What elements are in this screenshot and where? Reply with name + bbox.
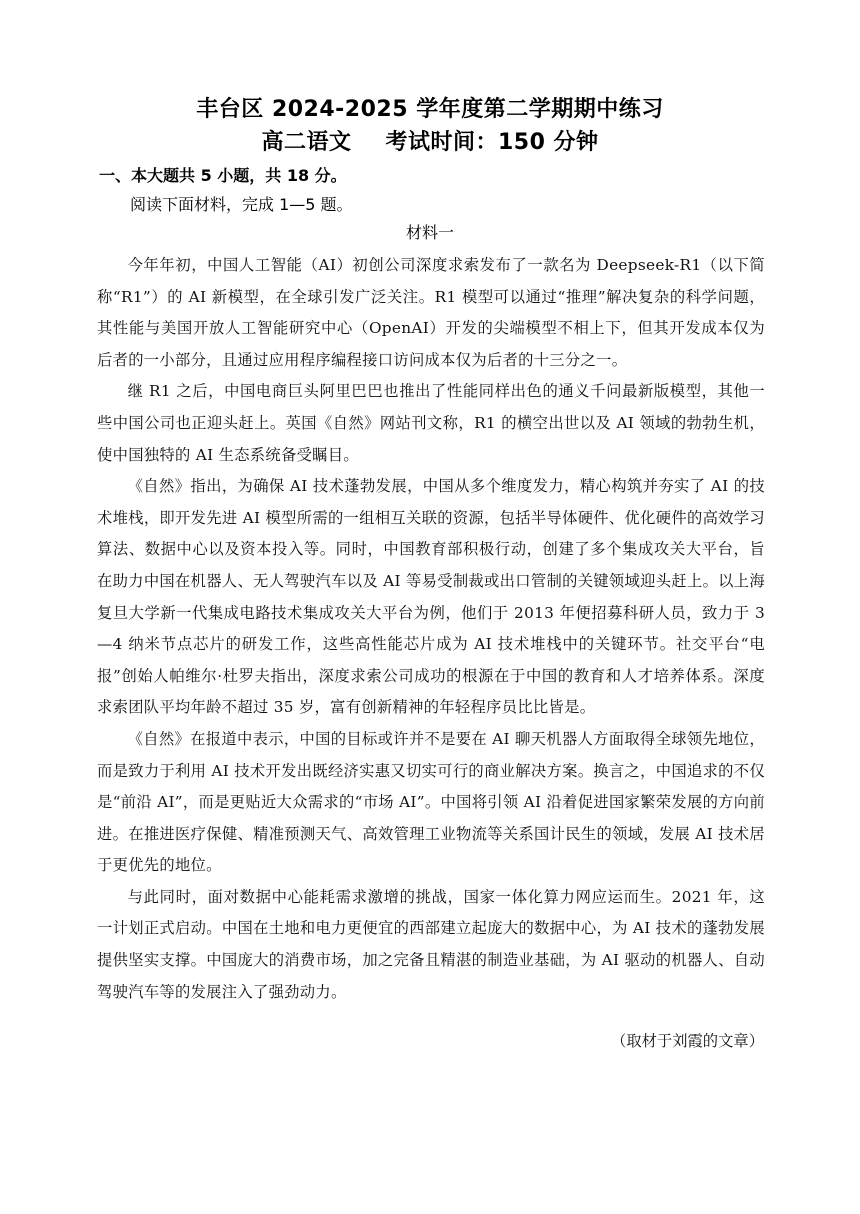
paragraph: 今年年初，中国人工智能（AI）初创公司深度求索发布了一款名为 Deepseek-R1（以下简称“R1”）的 AI 新模型，在全球引发广泛关注。R1 模型可以通过“推理”解决复杂的科学问题，其性能与美国开放人工智能研究中心（OpenAI）开发的尖端模型不相上下，但其开发成本仅为后者的一小部分，且通过应用程序编程接口访问成本仅为后者的十三分之一。	[97, 256, 765, 369]
material-source: （取材于刘霞的文章）	[611, 1032, 764, 1050]
exam-title: 丰台区 2024-2025 学年度第二学期期中练习	[196, 97, 664, 122]
section-heading: 一、本大题共 5 小题，共 18 分。	[99, 166, 347, 185]
exam-subject: 高二语文	[261, 130, 352, 155]
exam-duration: 考试时间：150 分钟	[385, 130, 599, 155]
reading-instruction: 阅读下面材料，完成 1—5 题。	[130, 195, 353, 214]
paragraph: 继 R1 之后，中国电商巨头阿里巴巴也推出了性能同样出色的通义千问最新版模型，其他一些中国公司也正迎头赶上。英国《自然》网站刊文称，R1 的横空出世以及 AI 领域的勃勃生机，使中国独特的 AI 生态系统备受瞩目。	[97, 382, 765, 464]
paragraph: 《自然》指出，为确保 AI 技术蓬勃发展，中国从多个维度发力，精心构筑并夯实了 AI 的技术堆栈，即开发先进 AI 模型所需的一组相互关联的资源，包括半导体硬件、优化硬件的高效学习算法、数据中心以及资本投入等。同时，中国教育部积极行动，创建了多个集成攻关大平台，旨在助力中国在机器人、无人驾驶汽车以及 AI 等易受制裁或出口管制的关键领域迎头赶上。以上海复旦大学新一代集成电路技术集成攻关大平台为例，他们于 2013 年便招募科研人员，致力于 3—4 纳米节点芯片的研发工作，这些高性能芯片成为 AI 技术堆栈中的关键环节。社交平台“电报”创始人帕维尔·杜罗夫指出，深度求索公司成功的根源在于中国的教育和人才培养体系。深度求索团队平均年龄不超过 35 岁，富有创新精神的年轻程序员比比皆是。	[97, 477, 765, 717]
material-title: 材料一	[405, 223, 454, 242]
exam-subtitle	[0, 128, 860, 158]
paragraph: 《自然》在报道中表示，中国的目标或许并不是要在 AI 聊天机器人方面取得全球领先地位，而是致力于利用 AI 技术开发出既经济实惠又切实可行的商业解决方案。换言之，中国追求的不仅是“前沿 AI”，而是更贴近大众需求的“市场 AI”。中国将引领 AI 沿着促进国家繁荣发展的方向前进。在推进医疗保健、精准预测天气、高效管理工业物流等关系国计民生的领域，发展 AI 技术居于更优先的地位。	[97, 729, 765, 875]
material-body	[97, 250, 765, 1008]
paragraph: 与此同时，面对数据中心能耗需求激增的挑战，国家一体化算力网应运而生。2021 年，这一计划正式启动。中国在土地和电力更便宜的西部建立起庞大的数据中心，为 AI 技术的蓬勃发展提供坚实支撑。中国庞大的消费市场，加之完备且精湛的制造业基础，为 AI 驱动的机器人、自动驾驶汽车等的发展注入了强劲动力。	[97, 887, 765, 1001]
